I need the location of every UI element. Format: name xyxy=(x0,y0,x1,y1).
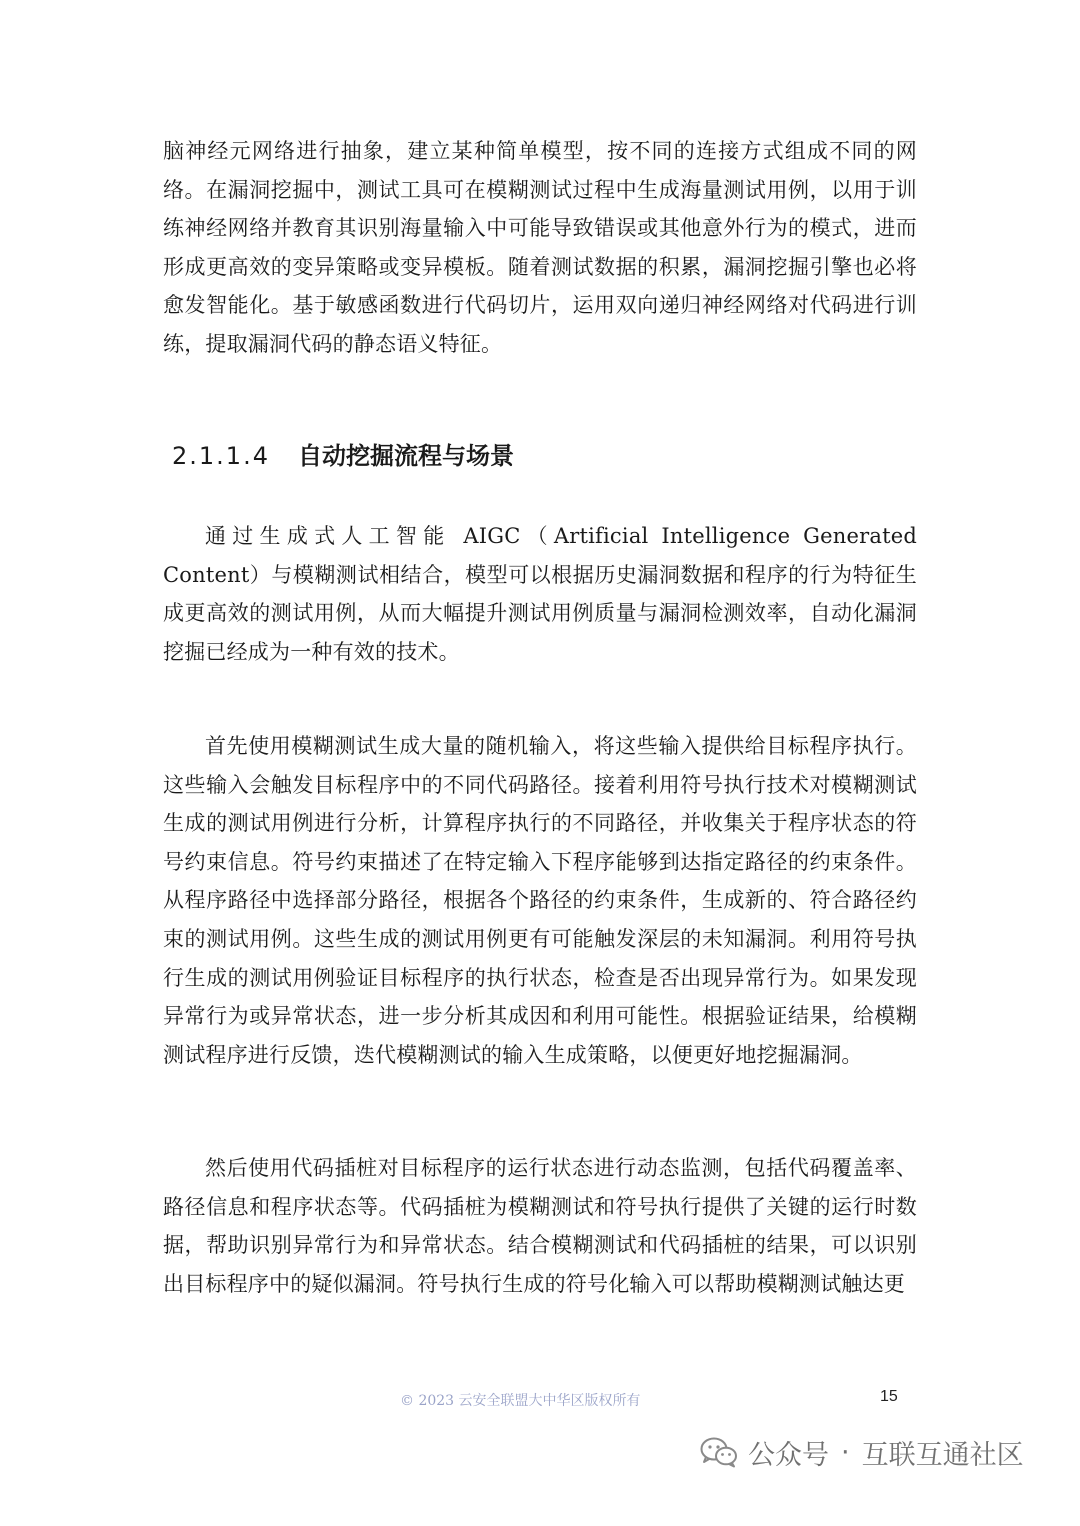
body-paragraph: 脑神经元网络进行抽象，建立某种简单模型，按不同的连接方式组成不同的网络。在漏洞挖掘中，测试工具可在模糊测试过程中生成海量测试用例，以用于训练神经网络并教育其识别海量输入中可能导致错误或其他意外行为的模式，进而形成更高效的变异策略或变异模板。随着测试数据的积累，漏洞挖掘引擎也必将愈发智能化。基于敏感函数进行代码切片，运用双向递归神经网络对代码进行训练，提取漏洞代码的静态语义特征。 xyxy=(163,139,917,356)
body-paragraph: 然后使用代码插桩对目标程序的运行状态进行动态监测，包括代码覆盖率、路径信息和程序状态等。代码插桩为模糊测试和符号执行提供了关键的运行时数据，帮助识别异常行为和异常状态。结合模糊测试和代码插桩的结果，可以识别出目标程序中的疑似漏洞。符号执行生成的符号化输入可以帮助模糊测试触达更 xyxy=(163,1156,917,1296)
wechat-icon xyxy=(700,1436,738,1468)
watermark-account: 互联互通社区 xyxy=(861,1439,1024,1471)
section-title: 自动挖掘流程与场景 xyxy=(297,441,514,470)
page-number: 15 xyxy=(880,1388,898,1405)
wechat-watermark xyxy=(700,1430,1024,1474)
footer-copyright: © 2023 云安全联盟大中华区版权所有 xyxy=(400,1393,641,1409)
body-paragraph: 通过生成式人工智能 AIGC（Artificial Intelligence Generated Content）与模糊测试相结合，模型可以根据历史漏洞数据和程序的行为特征生成更高效的测试用例，从而大幅提升测试用例质量与漏洞检测效率，自动化漏洞挖掘已经成为一种有效的技术。 xyxy=(163,524,917,664)
watermark-separator: · xyxy=(841,1436,850,1468)
section-heading xyxy=(172,436,514,476)
body-paragraph: 首先使用模糊测试生成大量的随机输入，将这些输入提供给目标程序执行。这些输入会触发目标程序中的不同代码路径。接着利用符号执行技术对模糊测试生成的测试用例进行分析，计算程序执行的不同路径，并收集关于程序状态的符号约束信息。符号约束描述了在特定输入下程序能够到达指定路径的约束条件。从程序路径中选择部分路径，根据各个路径的约束条件，生成新的、符合路径约束的测试用例。这些生成的测试用例更有可能触发深层的未知漏洞。利用符号执行生成的测试用例验证目标程序的执行状态，检查是否出现异常行为。如果发现异常行为或异常状态，进一步分析其成因和利用可能性。根据验证结果，给模糊测试程序进行反馈，迭代模糊测试的输入生成策略，以便更好地挖掘漏洞。 xyxy=(163,734,917,1067)
section-number: 2.1.1.4 xyxy=(172,442,270,470)
watermark-prefix: 公众号 xyxy=(748,1439,829,1471)
